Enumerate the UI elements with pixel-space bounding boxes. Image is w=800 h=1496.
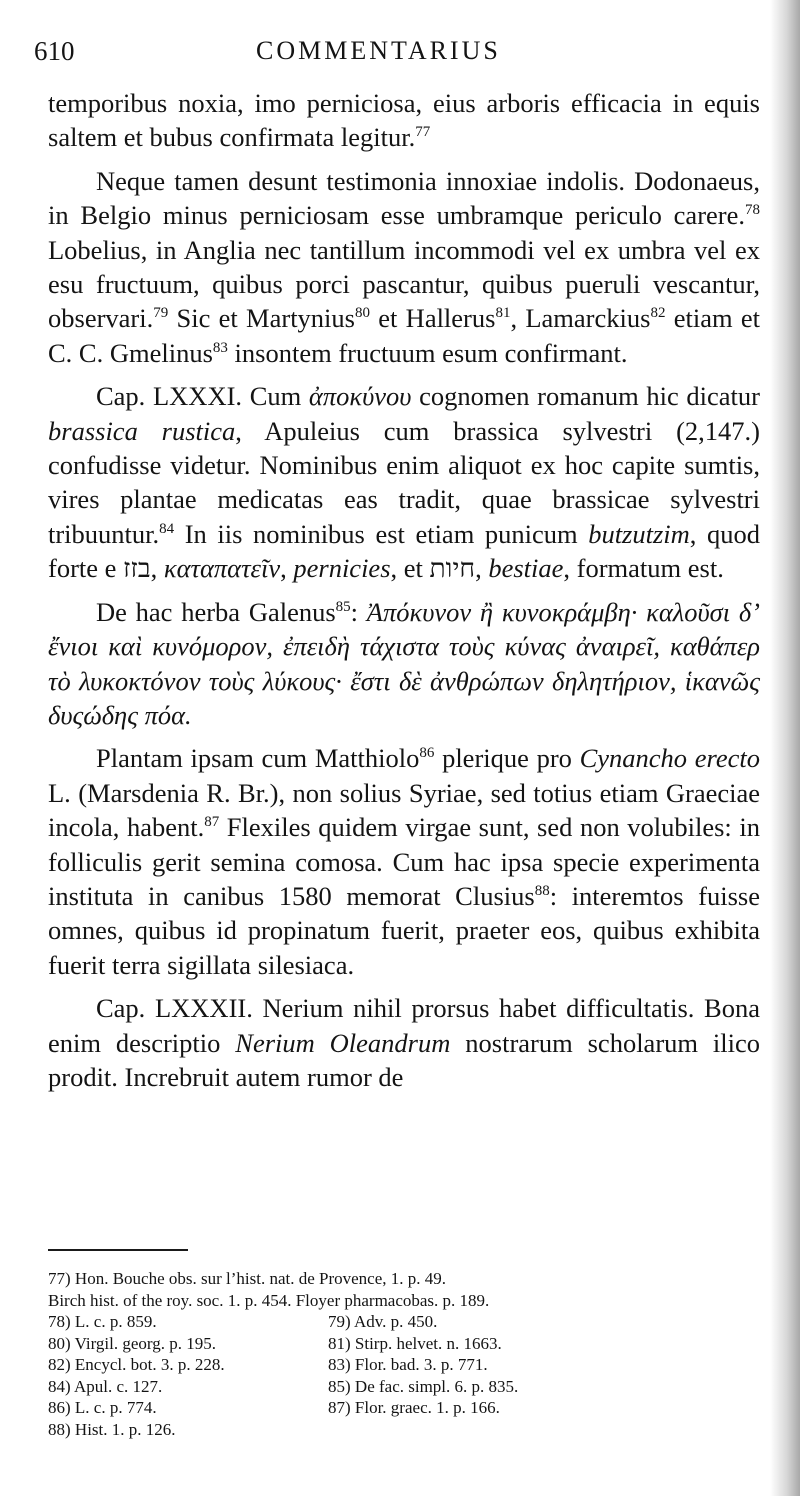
footnotes [48,1268,760,1440]
footnote-line: 88) Hist. 1. p. 126. [48,1419,176,1439]
footnote-ref: 81 [495,305,511,322]
italic-text: Cynancho erecto [579,743,760,774]
page-edge-shadow [770,0,800,1496]
footnote-ref: 79 [153,305,169,322]
italic-text: pernicies [293,553,391,584]
italic-text: butzutzim [588,518,690,549]
text-run: , [280,553,294,584]
page-header [34,36,764,76]
footnote-row [48,1397,760,1419]
footnote: 85) De fac. simpl. 6. p. 835. [328,1376,519,1396]
footnote: 79) Adv. p. 450. [328,1312,438,1331]
text-run: , Lamarckius [510,303,651,334]
page-number: 610 [34,36,75,66]
paragraph-p2 [48,164,760,370]
text-run: Neque tamen desunt testimonia innoxiae indolis. Dodonaeus, in Belgio minus perniciosam esse umbramque periculo carere. [48,165,760,231]
paragraph-p1 [48,86,760,155]
italic-text: bestiae [488,553,564,584]
footnote: 81) Stirp. helvet. n. 1663. [328,1333,502,1353]
italic-text: brassica rustica [48,415,236,446]
text-run: et Hallerus [370,303,496,334]
text-run: In iis nominibus est etiam punicum [174,518,589,549]
text-run: Sic et Martynius [168,303,355,334]
text-run: , quod forte e בזז, [48,518,760,584]
footnote-ref: 83 [212,340,228,357]
footnote: 84) Apul. c. 127. [48,1376,163,1396]
footnote-row [48,1354,760,1376]
paragraph-p4 [48,595,760,733]
paragraph-p6 [48,991,760,1094]
text-run: Lobelius, in Anglia nec tantillum incommodi vel ex umbra vel ex esu fructuum, quibus porci pascantur, quibus pueruli vescantur, observari. [48,234,760,334]
footnote-line: 77) Hon. Bouche obs. sur l’hist. nat. de Provence, 1. p. 49. [48,1269,447,1288]
text-run: L. (Marsdenia R. Br.), non solius Syriae, sed totius etiam Graeciae incola, habent. [48,777,760,843]
footnote: 87) Flor. graec. 1. p. 166. [328,1398,500,1417]
footnote: 78) L. c. p. 859. [48,1312,157,1331]
footnote-ref: 77 [415,124,431,141]
footnote-ref: 82 [650,305,666,322]
body-text [48,86,760,1103]
footnote-ref: 85 [335,598,351,615]
text-run: Cap. LXXXI. Cum [96,381,309,412]
footnote: 86) L. c. p. 774. [48,1398,157,1417]
italic-text: καταπατεῖν [163,553,281,584]
italic-text: Nerium Oleandrum [235,1027,451,1058]
text-run: nostrarum scholarum ilico prodit. Increbruit autem rumor de [48,1027,760,1092]
footnote: 82) Encycl. bot. 3. p. 228. [48,1355,225,1374]
paragraph-p5 [48,741,760,982]
footnote-ref: 84 [159,521,175,538]
text-run: temporibus noxia, imo perniciosa, eius arboris efficacia in equis saltem et bubus confirmata legitur. [48,88,760,153]
text-run: plerique pro [434,743,580,774]
text-run: insontem fructuum esum confirmant. [227,337,628,368]
text-run: , Apuleius cum brassica sylvestri (2,147.) confudisse videtur. Nominibus enim aliquot ex hoc capite sumtis, vires plantae medicatas eas tradit, quae brassicae sylvestri tribuuntur. [48,415,760,549]
italic-text: ἀποκύνου [308,381,412,412]
text-run: , et חיות, [390,553,489,584]
text-run: etiam et C. C. Gmelinus [48,303,760,368]
footnote: 83) Flor. bad. 3. p. 771. [328,1355,488,1374]
text-run: Cap. LXXXII. Nerium nihil prorsus habet difficultatis. Bona enim descriptio [48,993,760,1058]
text-run: cognomen romanum hic dicatur [411,381,760,412]
text-run: : interemtos fuisse omnes, quibus id propinatum fuerit, praeter eos, quibus exhibita fuerit terra sigillata silesiaca. [48,880,760,980]
text-run: Flexiles quidem virgae sunt, sed non volubiles: in folliculis gerit semina comosa. Cum hac ipsa specie experimenta instituta in canibus 1580 memorat Clusius [48,812,760,911]
footnote: 80) Virgil. georg. p. 195. [48,1333,217,1353]
footnote-ref: 87 [204,814,220,831]
footnote-ref: 86 [419,745,435,762]
italic-text: Ἀπόκυνον ἢ κυνοκράμβη· καλοῦσι δ’ ἔνιοι καὶ κυνόμορον, ἐπειδὴ τάχιστα τοὺς κύνας ἀναιρεῖ, καθάπερ τὸ λυκοκτόνον τοὺς λύκους· ἔστι δὲ ἀνθρώπων δηλητήριον, ἱκανῶς δυςώδης πόα. [48,596,760,730]
text-run: Plantam ipsam cum Matthiolo [96,743,420,774]
running-title: COMMENTARIUS [256,36,501,65]
text-run: : [350,596,367,627]
footnote-row [48,1311,760,1333]
paragraph-p3 [48,379,760,585]
text-run: De hac herba Galenus [96,596,336,627]
text-run: , formatum est. [563,553,724,584]
footnote-rule [48,1249,188,1251]
footnote-row [48,1333,760,1355]
footnote-row [48,1376,760,1398]
footnote-line: Birch hist. of the roy. soc. 1. p. 454. Floyer pharmacobas. p. 189. [48,1290,490,1310]
footnote-ref: 88 [534,883,550,900]
footnote-ref: 78 [745,202,760,219]
footnote-ref: 80 [355,305,370,322]
